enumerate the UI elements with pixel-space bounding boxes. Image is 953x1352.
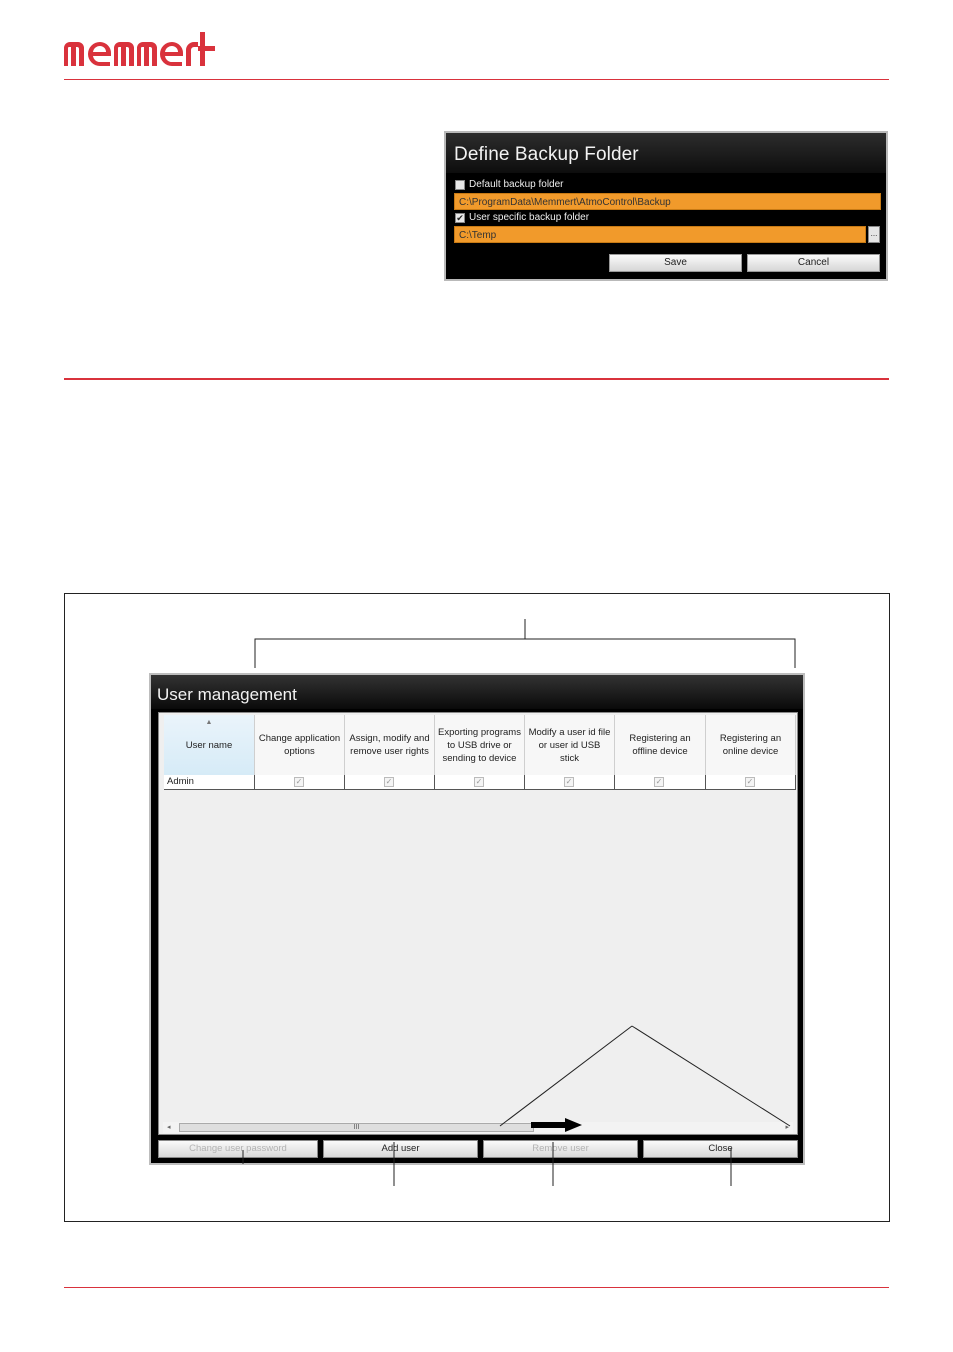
column-header-offline-device[interactable]: Registering an offline device (615, 715, 706, 775)
default-backup-folder-option[interactable] (455, 179, 564, 190)
horizontal-scrollbar[interactable] (163, 1122, 793, 1133)
user-backup-label: User specific backup folder (469, 212, 590, 223)
right-checkbox[interactable]: ✓ (385, 777, 393, 786)
save-button[interactable]: Save (609, 254, 742, 272)
column-header-modify-id[interactable]: Modify a user id file or user id USB stick (525, 715, 615, 775)
change-user-password-button[interactable]: Change user password (158, 1140, 318, 1158)
dialog-title: Define Backup Folder (454, 144, 639, 165)
footer-rule (64, 1287, 889, 1288)
right-checkbox[interactable]: ✓ (295, 777, 303, 786)
column-header-user-name[interactable]: ▲ User name (164, 715, 255, 775)
column-header-user-rights[interactable]: Assign, modify and remove user rights (345, 715, 435, 775)
column-header-change-options[interactable]: Change application options (255, 715, 345, 775)
memmert-logo (62, 30, 217, 72)
header-rule (64, 79, 889, 80)
window-title: User management (157, 685, 297, 704)
scroll-left-icon[interactable]: ◂ (167, 1124, 171, 1131)
right-checkbox[interactable]: ✓ (565, 777, 573, 786)
section-rule (64, 378, 889, 380)
sort-up-icon: ▲ (205, 719, 213, 726)
user-backup-checkbox[interactable]: ✔ (456, 212, 464, 223)
column-header-exporting[interactable]: Exporting programs to USB drive or sending to device (435, 715, 525, 775)
user-name-cell[interactable]: Admin (164, 775, 255, 790)
column-header-online-device[interactable]: Registering an online device (706, 715, 796, 775)
right-checkbox[interactable]: ✓ (655, 777, 663, 786)
browse-folder-button[interactable]: ... (868, 226, 880, 243)
table-row[interactable] (164, 775, 796, 790)
default-backup-checkbox[interactable] (455, 180, 465, 190)
scroll-thumb[interactable]: III (179, 1123, 534, 1132)
define-backup-folder-dialog (444, 131, 888, 281)
right-checkbox[interactable]: ✓ (746, 777, 754, 786)
remove-user-button[interactable]: Remove user (483, 1140, 638, 1158)
scroll-right-icon[interactable]: ▸ (785, 1124, 789, 1131)
right-checkbox[interactable]: ✓ (475, 777, 483, 786)
user-backup-folder-option[interactable] (455, 212, 589, 223)
close-button[interactable]: Close (643, 1140, 798, 1158)
default-backup-path-field[interactable]: C:\ProgramData\Memmert\AtmoControl\Backup (454, 193, 881, 210)
user-rights-table (158, 712, 798, 1135)
default-backup-label: Default backup folder (469, 179, 564, 190)
cancel-button[interactable]: Cancel (747, 254, 880, 272)
add-user-button[interactable]: Add user (323, 1140, 478, 1158)
user-management-window (149, 673, 805, 1165)
user-backup-path-field[interactable]: C:\Temp (454, 226, 866, 243)
